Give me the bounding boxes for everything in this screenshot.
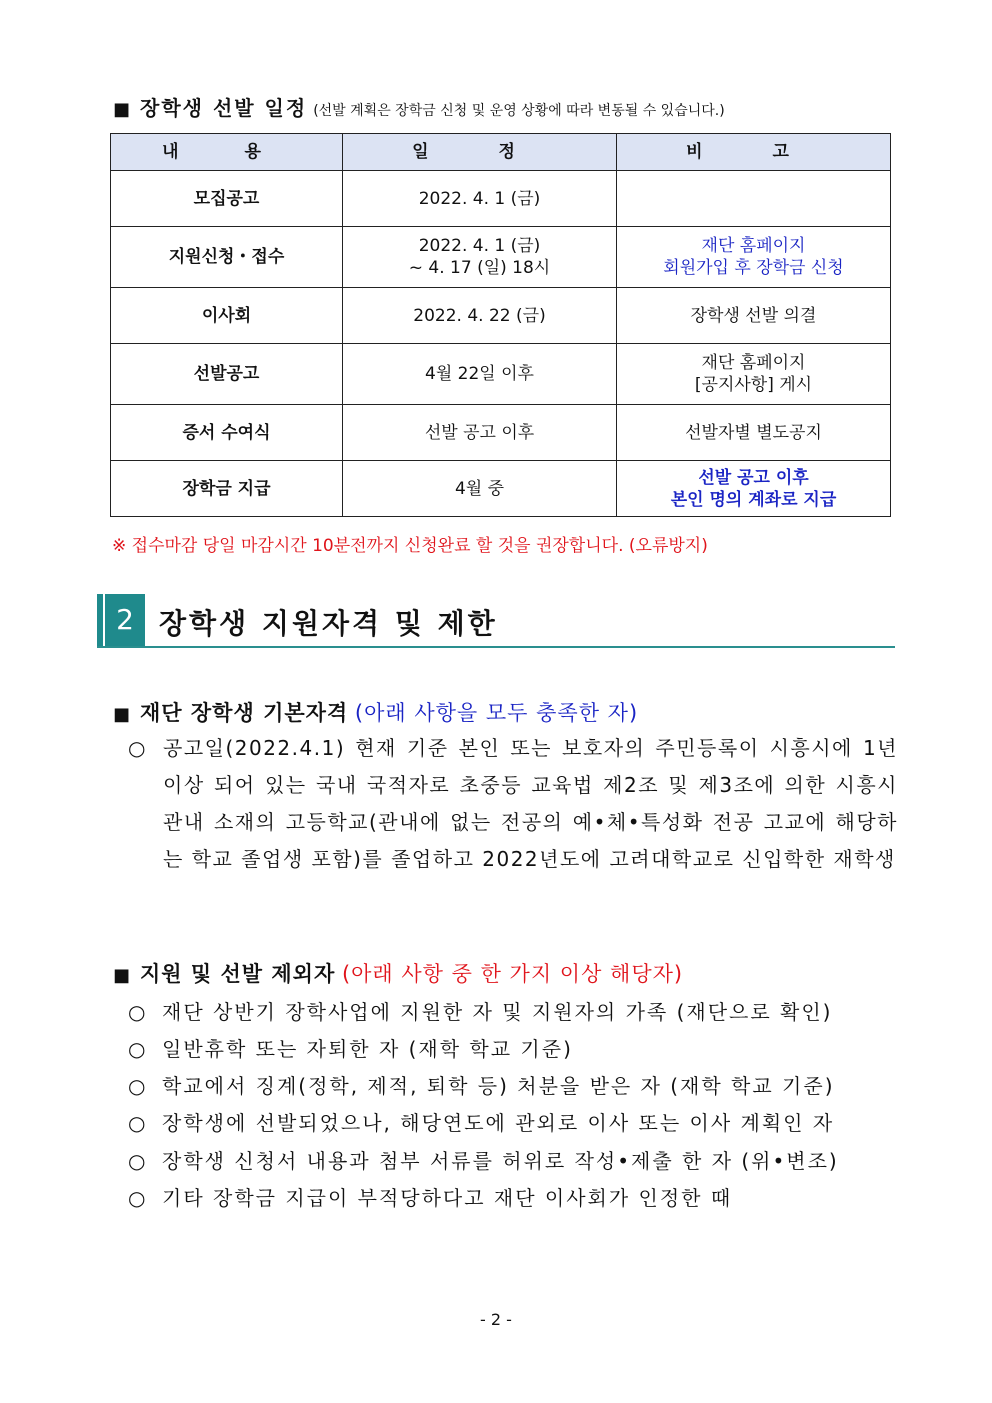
row-note — [617, 461, 891, 517]
table-row — [111, 405, 891, 461]
circle-bullet-icon: ○ — [128, 1000, 148, 1024]
row-note: 선발자별 별도공지 — [617, 405, 891, 461]
list-item — [128, 1182, 732, 1211]
schedule-note: (선발 계획은 장학금 신청 및 운영 상황에 따라 변동될 수 있습니다.) — [313, 103, 725, 119]
row-item: 지원신청・접수 — [111, 227, 343, 288]
circle-bullet-icon: ○ — [128, 736, 147, 760]
row-date: 4월 중 — [343, 461, 617, 517]
row-date-line: ~ 4. 17 (일) 18시 — [408, 258, 551, 278]
square-bullet-icon: ■ — [113, 99, 131, 120]
row-item: 이사회 — [111, 288, 343, 344]
column-header: 내 용 — [111, 134, 343, 171]
row-date — [343, 227, 617, 288]
table-header-row — [111, 134, 891, 171]
row-date-line: 2022. 4. 1 (금) — [418, 236, 541, 256]
schedule-table — [110, 133, 891, 517]
basic-qualification-note: (아래 사항을 모두 충족한 자) — [354, 701, 639, 725]
square-bullet-icon: ■ — [113, 965, 131, 986]
row-item: 증서 수여식 — [111, 405, 343, 461]
schedule-title: 장학생 선발 일정 — [140, 96, 308, 120]
column-header: 일 정 — [343, 134, 617, 171]
row-note-line: 선발 공고 이후 — [698, 467, 809, 488]
list-item — [128, 1145, 839, 1174]
table-row — [111, 171, 891, 227]
exclusion-item-text: 학교에서 징계(정학, 제적, 퇴학 등) 처분을 받은 자 (재학 학교 기준) — [162, 1074, 835, 1098]
column-header: 비 고 — [617, 134, 891, 171]
row-note-line: [공지사항] 게시 — [694, 375, 813, 395]
deadline-warning: ※ 접수마감 당일 마감시간 10분전까지 신청완료 할 것을 권장합니다. (오류방지) — [112, 536, 708, 556]
row-item: 장학금 지급 — [111, 461, 343, 517]
row-note — [617, 344, 891, 405]
row-item: 모집공고 — [111, 171, 343, 227]
row-note: 장학생 선발 의결 — [617, 288, 891, 344]
row-date: 2022. 4. 1 (금) — [343, 171, 617, 227]
row-note — [617, 227, 891, 288]
basic-qualification-text: 공고일(2022.4.1) 현재 기준 본인 또는 보호자의 주민등록이 시흥시에 1년 이상 되어 있는 국내 국적자로 초중등 교육법 제2조 및 제3조에 의한 시흥시 관내 소재의 고등학교(관내에 없는 전공의 예•체•특성화 전공 고교에 해당하는 학교 졸업생 포함)를 졸업하고 2022년도에 고려대학교로 신입학한 재학생 — [163, 736, 898, 871]
exclusion-item-text: 기타 장학금 지급이 부적당하다고 재단 이사회가 인정한 때 — [162, 1186, 733, 1210]
row-note-line: 본인 명의 계좌로 지급 — [670, 489, 837, 510]
square-bullet-icon: ■ — [113, 704, 131, 725]
list-item — [128, 1107, 834, 1136]
circle-bullet-icon: ○ — [128, 1149, 148, 1173]
circle-bullet-icon: ○ — [128, 1074, 148, 1098]
section-title-text: 장학생 지원자격 및 제한 — [159, 607, 498, 640]
row-note-line: 재단 홈페이지 — [701, 236, 806, 256]
exclusion-item-text: 재단 상반기 장학사업에 지원한 자 및 지원자의 가족 (재단으로 확인) — [162, 1000, 833, 1024]
page-number: - 2 - — [480, 1310, 512, 1329]
row-date: 선발 공고 이후 — [343, 405, 617, 461]
list-item — [128, 1033, 573, 1062]
basic-qualification-title: 재단 장학생 기본자격 — [140, 701, 349, 725]
row-note-line: 재단 홈페이지 — [701, 353, 806, 373]
exclusion-title: 지원 및 선발 제외자 — [140, 962, 336, 986]
basic-qualification-heading — [113, 697, 638, 727]
exclusion-note: (아래 사항 중 한 가지 이상 해당자) — [341, 962, 684, 986]
schedule-heading — [113, 92, 725, 121]
list-item — [128, 1070, 835, 1099]
section-2-title — [97, 594, 895, 648]
row-note — [617, 171, 891, 227]
table-row — [111, 344, 891, 405]
row-date: 4월 22일 이후 — [343, 344, 617, 405]
section-number: 2 — [105, 594, 145, 646]
exclusion-item-text: 장학생에 선발되었으나, 해당연도에 관외로 이사 또는 이사 계획인 자 — [162, 1111, 835, 1135]
basic-qualification-paragraph — [128, 730, 898, 878]
exclusion-heading — [113, 958, 683, 988]
table-row — [111, 461, 891, 517]
circle-bullet-icon: ○ — [128, 1037, 148, 1061]
table-row — [111, 288, 891, 344]
circle-bullet-icon: ○ — [128, 1111, 148, 1135]
exclusion-item-text: 일반휴학 또는 자퇴한 자 (재학 학교 기준) — [162, 1037, 573, 1061]
list-item — [128, 996, 832, 1025]
exclusion-item-text: 장학생 신청서 내용과 첨부 서류를 허위로 작성•제출 한 자 (위•변조) — [162, 1149, 839, 1173]
row-item: 선발공고 — [111, 344, 343, 405]
row-date: 2022. 4. 22 (금) — [343, 288, 617, 344]
row-note-line: 회원가입 후 장학금 신청 — [663, 258, 844, 278]
table-row — [111, 227, 891, 288]
circle-bullet-icon: ○ — [128, 1186, 148, 1210]
